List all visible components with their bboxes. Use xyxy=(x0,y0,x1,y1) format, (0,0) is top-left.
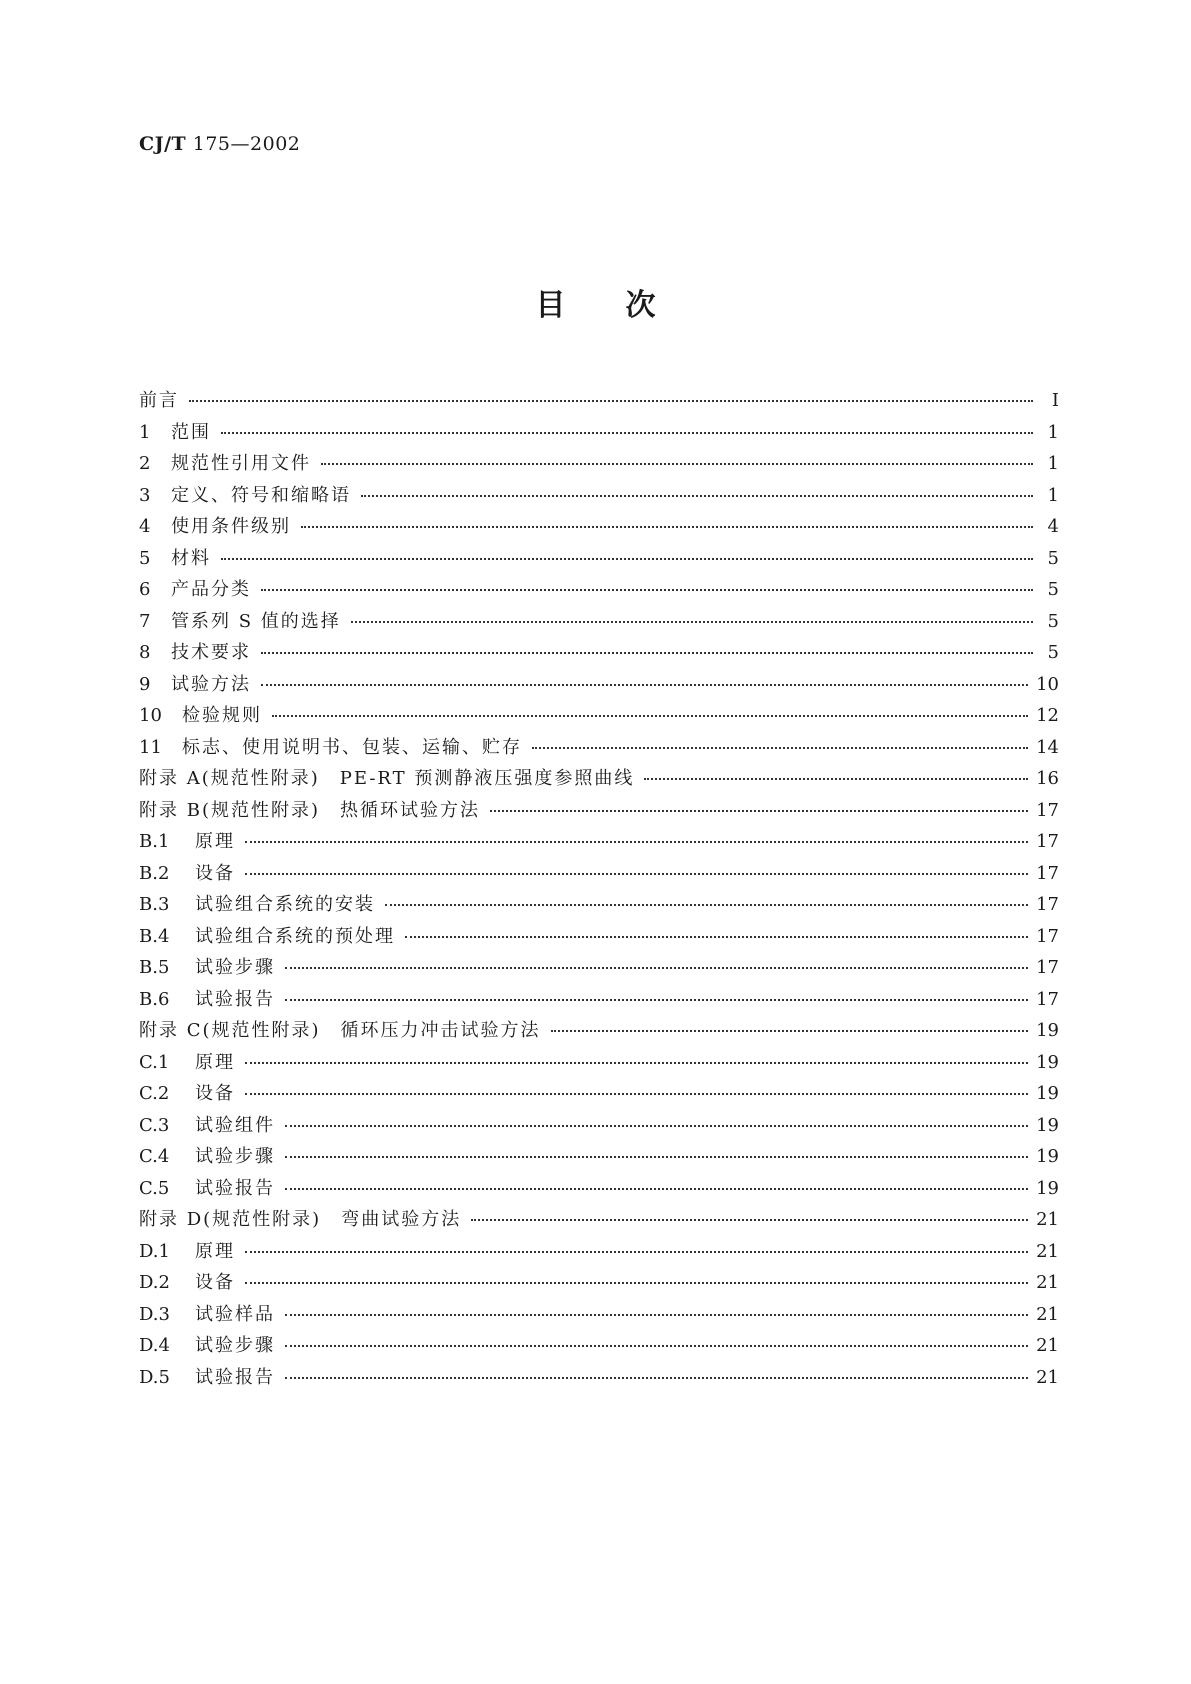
toc-entry-page-number: 21 xyxy=(1036,1335,1059,1356)
toc-entry-page-number: 21 xyxy=(1036,1209,1059,1230)
toc-entry-label: 附录 B(规范性附录) 热循环试验方法 xyxy=(139,799,480,821)
toc-entry[interactable] xyxy=(139,1204,1059,1236)
toc-entry-label: 检验规则 xyxy=(182,705,262,726)
toc-entry-number: 8 xyxy=(139,642,151,663)
toc-entry-label: 试验组合系统的安装 xyxy=(195,894,375,915)
toc-entry-number: 1 xyxy=(139,421,151,443)
toc-entry-number: C.5 xyxy=(139,1177,170,1199)
toc-entry-leader-dots xyxy=(285,1345,1028,1347)
toc-entry-number: D.2 xyxy=(139,1272,170,1293)
toc-entry-leader-dots xyxy=(245,1062,1028,1064)
toc-entry-number: C.1 xyxy=(139,1051,170,1073)
toc-entry[interactable] xyxy=(139,606,1059,638)
toc-entry-label: 试验步骤 xyxy=(195,1335,275,1356)
toc-entry[interactable] xyxy=(139,1173,1059,1205)
toc-entry-page-number: 17 xyxy=(1036,862,1059,884)
toc-entry-page-number: 16 xyxy=(1036,768,1059,789)
table-of-contents xyxy=(139,385,1059,1393)
toc-entry-leader-dots xyxy=(644,778,1028,780)
toc-entry[interactable] xyxy=(139,921,1059,953)
toc-entry[interactable] xyxy=(139,763,1059,795)
toc-entry-page-number: 1 xyxy=(1047,421,1059,443)
toc-entry-number: 4 xyxy=(139,516,151,537)
toc-entry-label: 定义、符号和缩略语 xyxy=(171,484,351,506)
toc-entry-leader-dots xyxy=(221,432,1033,434)
toc-entry-leader-dots xyxy=(245,841,1028,843)
toc-entry-leader-dots xyxy=(245,1282,1028,1284)
toc-entry-label: 技术要求 xyxy=(171,642,251,663)
toc-entry-page-number: 1 xyxy=(1047,453,1059,474)
toc-entry-leader-dots xyxy=(385,904,1028,906)
toc-entry-label: 试验步骤 xyxy=(195,1146,275,1167)
toc-entry-page-number: 12 xyxy=(1036,705,1059,726)
toc-entry[interactable] xyxy=(139,511,1059,543)
toc-entry-page-number: 17 xyxy=(1036,925,1059,947)
toc-entry[interactable] xyxy=(139,889,1059,921)
toc-entry[interactable] xyxy=(139,1362,1059,1394)
toc-entry-page-number: 17 xyxy=(1036,799,1059,821)
toc-entry-label: 试验步骤 xyxy=(195,957,275,978)
toc-entry[interactable] xyxy=(139,385,1059,417)
toc-entry-page-number: 19 xyxy=(1036,1020,1059,1041)
toc-entry-number: 7 xyxy=(139,610,151,632)
toc-entry-leader-dots xyxy=(285,1188,1028,1190)
toc-entry-number: D.1 xyxy=(139,1240,170,1262)
toc-entry[interactable] xyxy=(139,858,1059,890)
toc-entry-page-number: 4 xyxy=(1047,516,1059,537)
toc-entry[interactable] xyxy=(139,700,1059,732)
toc-entry[interactable] xyxy=(139,448,1059,480)
toc-entry-leader-dots xyxy=(221,558,1033,560)
toc-entry-leader-dots xyxy=(261,652,1033,654)
toc-entry-number: D.5 xyxy=(139,1366,170,1388)
toc-entry[interactable] xyxy=(139,417,1059,449)
toc-entry-number: 3 xyxy=(139,484,151,506)
toc-entry-leader-dots xyxy=(532,747,1028,749)
toc-entry-number: B.6 xyxy=(139,988,170,1010)
toc-entry-label: 试验组合系统的预处理 xyxy=(195,925,395,947)
page-title xyxy=(0,280,1191,324)
toc-entry-page-number: 17 xyxy=(1036,831,1059,852)
toc-entry-leader-dots xyxy=(245,1251,1028,1253)
toc-entry-number: C.3 xyxy=(139,1114,170,1136)
toc-entry[interactable] xyxy=(139,574,1059,606)
toc-entry[interactable] xyxy=(139,1267,1059,1299)
toc-entry-page-number: 5 xyxy=(1047,610,1059,632)
toc-entry-number: 2 xyxy=(139,453,151,474)
toc-entry-page-number: 5 xyxy=(1047,547,1059,569)
toc-entry[interactable] xyxy=(139,1299,1059,1331)
toc-entry[interactable] xyxy=(139,1110,1059,1142)
toc-entry[interactable] xyxy=(139,1015,1059,1047)
toc-entry-label: 管系列 S 值的选择 xyxy=(171,610,341,632)
toc-entry-page-number: 17 xyxy=(1036,957,1059,978)
toc-entry[interactable] xyxy=(139,637,1059,669)
toc-entry-number: D.3 xyxy=(139,1303,170,1325)
document-code-number: 175—2002 xyxy=(192,133,301,155)
toc-entry-label: 原理 xyxy=(195,1240,235,1262)
toc-entry-page-number: 19 xyxy=(1036,1177,1059,1199)
document-code-prefix: CJ/T xyxy=(139,133,187,155)
toc-entry-page-number: 19 xyxy=(1036,1146,1059,1167)
page-title-left: 目 xyxy=(535,288,566,323)
toc-entry-number: B.1 xyxy=(139,831,170,852)
toc-entry-leader-dots xyxy=(490,810,1028,812)
toc-entry-page-number: 19 xyxy=(1036,1083,1059,1104)
toc-entry-page-number: 1 xyxy=(1047,484,1059,506)
toc-entry-leader-dots xyxy=(189,400,1033,402)
toc-entry-page-number: 19 xyxy=(1036,1114,1059,1136)
toc-entry-label: 设备 xyxy=(195,862,235,884)
toc-entry-label: 范围 xyxy=(171,421,211,443)
toc-entry-number: D.4 xyxy=(139,1335,170,1356)
toc-entry[interactable] xyxy=(139,795,1059,827)
toc-entry-leader-dots xyxy=(285,1314,1028,1316)
toc-entry[interactable] xyxy=(139,1141,1059,1173)
toc-entry-number: 10 xyxy=(139,705,162,726)
toc-entry-number: 5 xyxy=(139,547,151,569)
toc-entry-page-number: 21 xyxy=(1036,1272,1059,1293)
toc-entry[interactable] xyxy=(139,480,1059,512)
toc-entry-label: 试验方法 xyxy=(171,673,251,695)
toc-entry-page-number: 17 xyxy=(1036,988,1059,1010)
toc-entry-number: B.2 xyxy=(139,862,170,884)
toc-entry-page-number: 10 xyxy=(1036,673,1059,695)
toc-entry-leader-dots xyxy=(285,999,1028,1001)
toc-entry-label: 原理 xyxy=(195,1051,235,1073)
toc-entry-leader-dots xyxy=(261,684,1028,686)
toc-entry-page-number: 21 xyxy=(1036,1366,1059,1388)
toc-entry-leader-dots xyxy=(285,967,1028,969)
toc-entry-label: 产品分类 xyxy=(171,579,251,600)
toc-entry-label: 前言 xyxy=(139,390,179,411)
toc-entry-leader-dots xyxy=(261,589,1033,591)
toc-entry[interactable] xyxy=(139,543,1059,575)
toc-entry[interactable] xyxy=(139,984,1059,1016)
toc-entry[interactable] xyxy=(139,1330,1059,1362)
toc-entry-page-number: 21 xyxy=(1036,1240,1059,1262)
toc-entry-leader-dots xyxy=(245,873,1028,875)
toc-entry-number: B.5 xyxy=(139,957,170,978)
toc-entry-leader-dots xyxy=(321,463,1033,465)
toc-entry-label: 标志、使用说明书、包装、运输、贮存 xyxy=(182,736,522,758)
toc-entry[interactable] xyxy=(139,1047,1059,1079)
toc-entry-page-number: 14 xyxy=(1036,736,1059,758)
toc-entry-leader-dots xyxy=(272,715,1028,717)
toc-entry-label: 试验组件 xyxy=(195,1114,275,1136)
toc-entry-label: 材料 xyxy=(171,547,211,569)
toc-entry-number: 9 xyxy=(139,673,151,695)
toc-entry-page-number: Ⅰ xyxy=(1051,390,1059,411)
toc-entry-number: C.2 xyxy=(139,1083,170,1104)
toc-entry[interactable] xyxy=(139,732,1059,764)
toc-entry-label: 规范性引用文件 xyxy=(171,453,311,474)
toc-entry-label: 设备 xyxy=(195,1272,235,1293)
toc-entry-label: 试验样品 xyxy=(195,1303,275,1325)
toc-entry-leader-dots xyxy=(285,1377,1028,1379)
toc-entry-page-number: 5 xyxy=(1047,579,1059,600)
toc-entry-leader-dots xyxy=(351,621,1033,623)
toc-entry-leader-dots xyxy=(301,526,1033,528)
toc-entry-label: 使用条件级别 xyxy=(171,516,291,537)
toc-entry-leader-dots xyxy=(285,1156,1028,1158)
toc-entry-leader-dots xyxy=(361,495,1033,497)
toc-entry-leader-dots xyxy=(551,1030,1029,1032)
toc-entry-label: 原理 xyxy=(195,831,235,852)
toc-entry-label: 附录 D(规范性附录) 弯曲试验方法 xyxy=(139,1209,462,1230)
toc-entry-label: 试验报告 xyxy=(195,1177,275,1199)
toc-entry-page-number: 19 xyxy=(1036,1051,1059,1073)
toc-entry-number: 6 xyxy=(139,579,151,600)
toc-entry-number: 11 xyxy=(139,736,162,758)
toc-entry-label: 试验报告 xyxy=(195,1366,275,1388)
toc-entry-label: 附录 C(规范性附录) 循环压力冲击试验方法 xyxy=(139,1020,541,1041)
toc-entry-leader-dots xyxy=(471,1219,1028,1221)
toc-entry-label: 试验报告 xyxy=(195,988,275,1010)
toc-entry-label: 附录 A(规范性附录) PE-RT 预测静液压强度参照曲线 xyxy=(139,768,635,789)
toc-entry-page-number: 17 xyxy=(1036,894,1059,915)
toc-entry[interactable] xyxy=(139,669,1059,701)
toc-entry-number: B.3 xyxy=(139,894,170,915)
toc-entry-label: 设备 xyxy=(195,1083,235,1104)
toc-entry[interactable] xyxy=(139,952,1059,984)
toc-entry-page-number: 5 xyxy=(1047,642,1059,663)
document-code xyxy=(139,133,300,155)
toc-entry-page-number: 21 xyxy=(1036,1303,1059,1325)
page-title-right: 次 xyxy=(625,288,656,323)
toc-entry[interactable] xyxy=(139,826,1059,858)
toc-entry-leader-dots xyxy=(405,936,1028,938)
toc-entry-number: B.4 xyxy=(139,925,170,947)
toc-entry-leader-dots xyxy=(245,1093,1028,1095)
toc-entry-leader-dots xyxy=(285,1125,1028,1127)
toc-entry[interactable] xyxy=(139,1236,1059,1268)
toc-entry[interactable] xyxy=(139,1078,1059,1110)
toc-entry-number: C.4 xyxy=(139,1146,170,1167)
